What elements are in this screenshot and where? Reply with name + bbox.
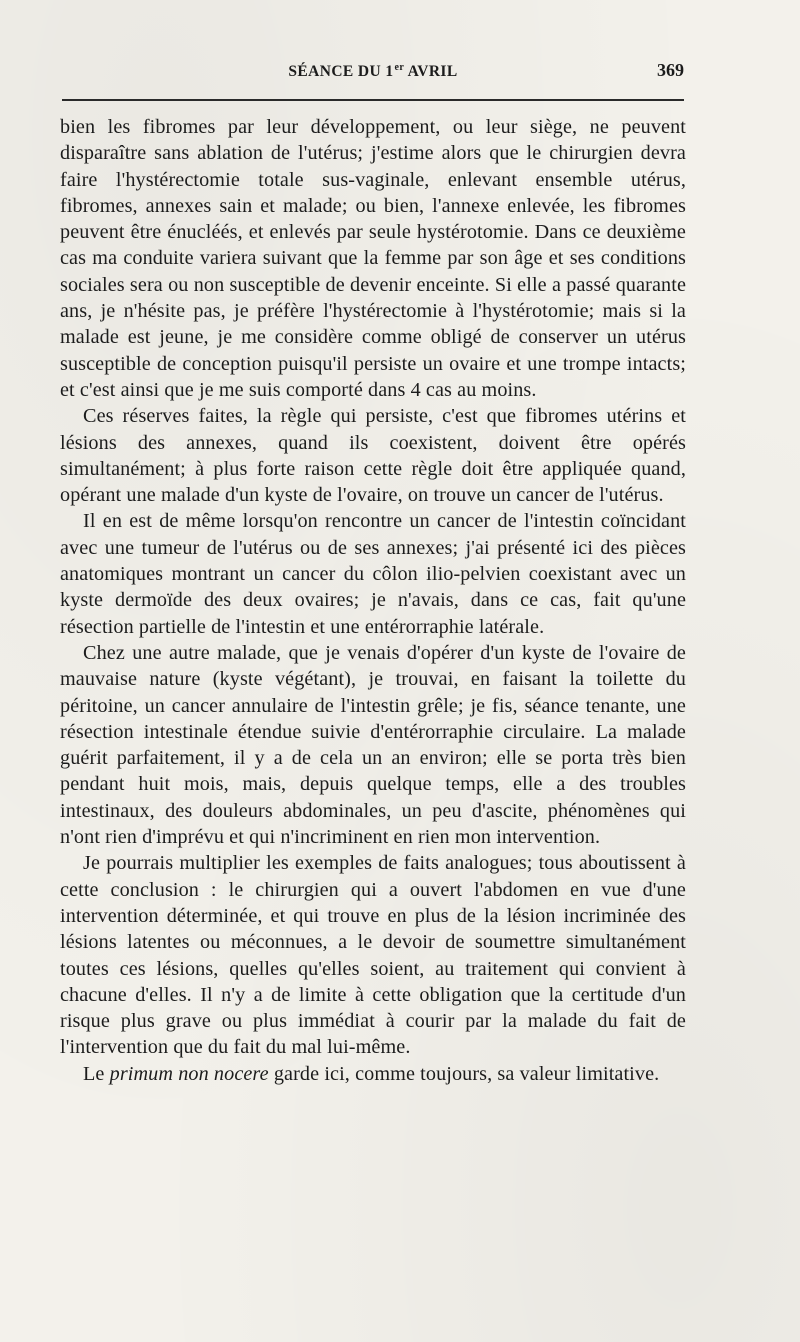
paragraph-3: Il en est de même lorsqu'on rencontre un cancer de l'intestin coïncidant avec une tumeur de l'utérus ou de ses annexes; j'ai présenté ici des pièces anatomiques montrant un cancer du côlon ilio-pelvien coexistant avec un kyste dermoïde des deux ovaires; je n'avais, dans ce cas, fait qu'une résection partielle de l'intestin et une entérorraphie latérale. [60, 510, 686, 638]
paragraph-2: Ces réserves faites, la règle qui persiste, c'est que fibromes utérins et lésions des annexes, quand ils coexistent, doivent être opérés simultanément; à plus forte raison cette règle doit être appliquée quand, opérant une malade d'un kyste de l'ovaire, on trouve un cancer de l'utérus. [60, 405, 686, 507]
page-number: 369 [657, 60, 684, 80]
paragraph-4: Chez une autre malade, que je venais d'opérer d'un kyste de l'ovaire de mauvaise nature (kyste végétant), je trouvai, en faisant la toilette du péritoine, un cancer annulaire de l'intestin grêle; je fis, séance tenante, une résection intestinale étendue suivie d'entérorraphie circulaire. La malade guérit parfaitement, il y a de cela un an environ; elle se porta très bien pendant huit mois, mais, depuis quelque temps, elle a des troubles intestinaux, des douleurs abdominales, un peu d'ascite, phénomènes qui n'ont rien d'imprévu et qui n'incriminent en rien mon intervention. [60, 641, 686, 849]
last-paragraph-start: Le [83, 1062, 110, 1085]
running-title [62, 62, 684, 81]
paragraph-5: Je pourrais multiplier les exemples de faits analogues; tous aboutissent à cette conclusion : le chirurgien qui a ouvert l'abdomen en vue d'une intervention déterminée, et qui trouve en plus de la lésion incriminée des lésions latentes ou méconnues, a le devoir de soumettre simultanément toutes ces lésions, quelles qu'elles soient, au traitement qui convient à chacune d'elles. Il n'y a de limite à cette obligation que la certitude d'un risque plus grave ou plus immédiat à courir par la malade du fait de l'intervention que du fait du mal lui-même. [60, 852, 686, 1059]
running-title-start: SÉANCE DU 1 [288, 63, 394, 80]
italic-phrase: primum non nocere [109, 1062, 269, 1085]
header-rule [62, 99, 684, 101]
running-head [62, 60, 684, 88]
running-title-end: AVRIL [404, 63, 458, 80]
body-text [60, 114, 686, 1087]
last-paragraph-end: garde ici, comme toujours, sa valeur limitative. [268, 1062, 660, 1085]
paragraph-6 [60, 1061, 686, 1087]
paragraph-1: bien les fibromes par leur développement, ou leur siège, ne peuvent disparaître sans ablation de l'utérus; j'estime alors que le chirurgien devra faire l'hystérectomie totale sus-vaginale, enlevant ensemble utérus, fibromes, annexes sain et malade; ou bien, l'annexe enlevée, les fibromes peuvent être énucléés, et enlevés par seule hystérotomie. Dans ce deuxième cas ma conduite variera suivant que la femme par son âge et ses conditions sociales sera ou non susceptible de devenir enceinte. Si elle a passé quarante ans, je n'hésite pas, je préfère l'hystérectomie à l'hystérotomie; mais si la malade est jeune, je me considère comme obligé de conserver un utérus susceptible de conception puisqu'il persiste un ovaire et une trompe intacts; et c'est ainsi que je me suis comporté dans 4 cas au moins. [60, 116, 686, 401]
running-title-superscript: er [394, 62, 405, 73]
